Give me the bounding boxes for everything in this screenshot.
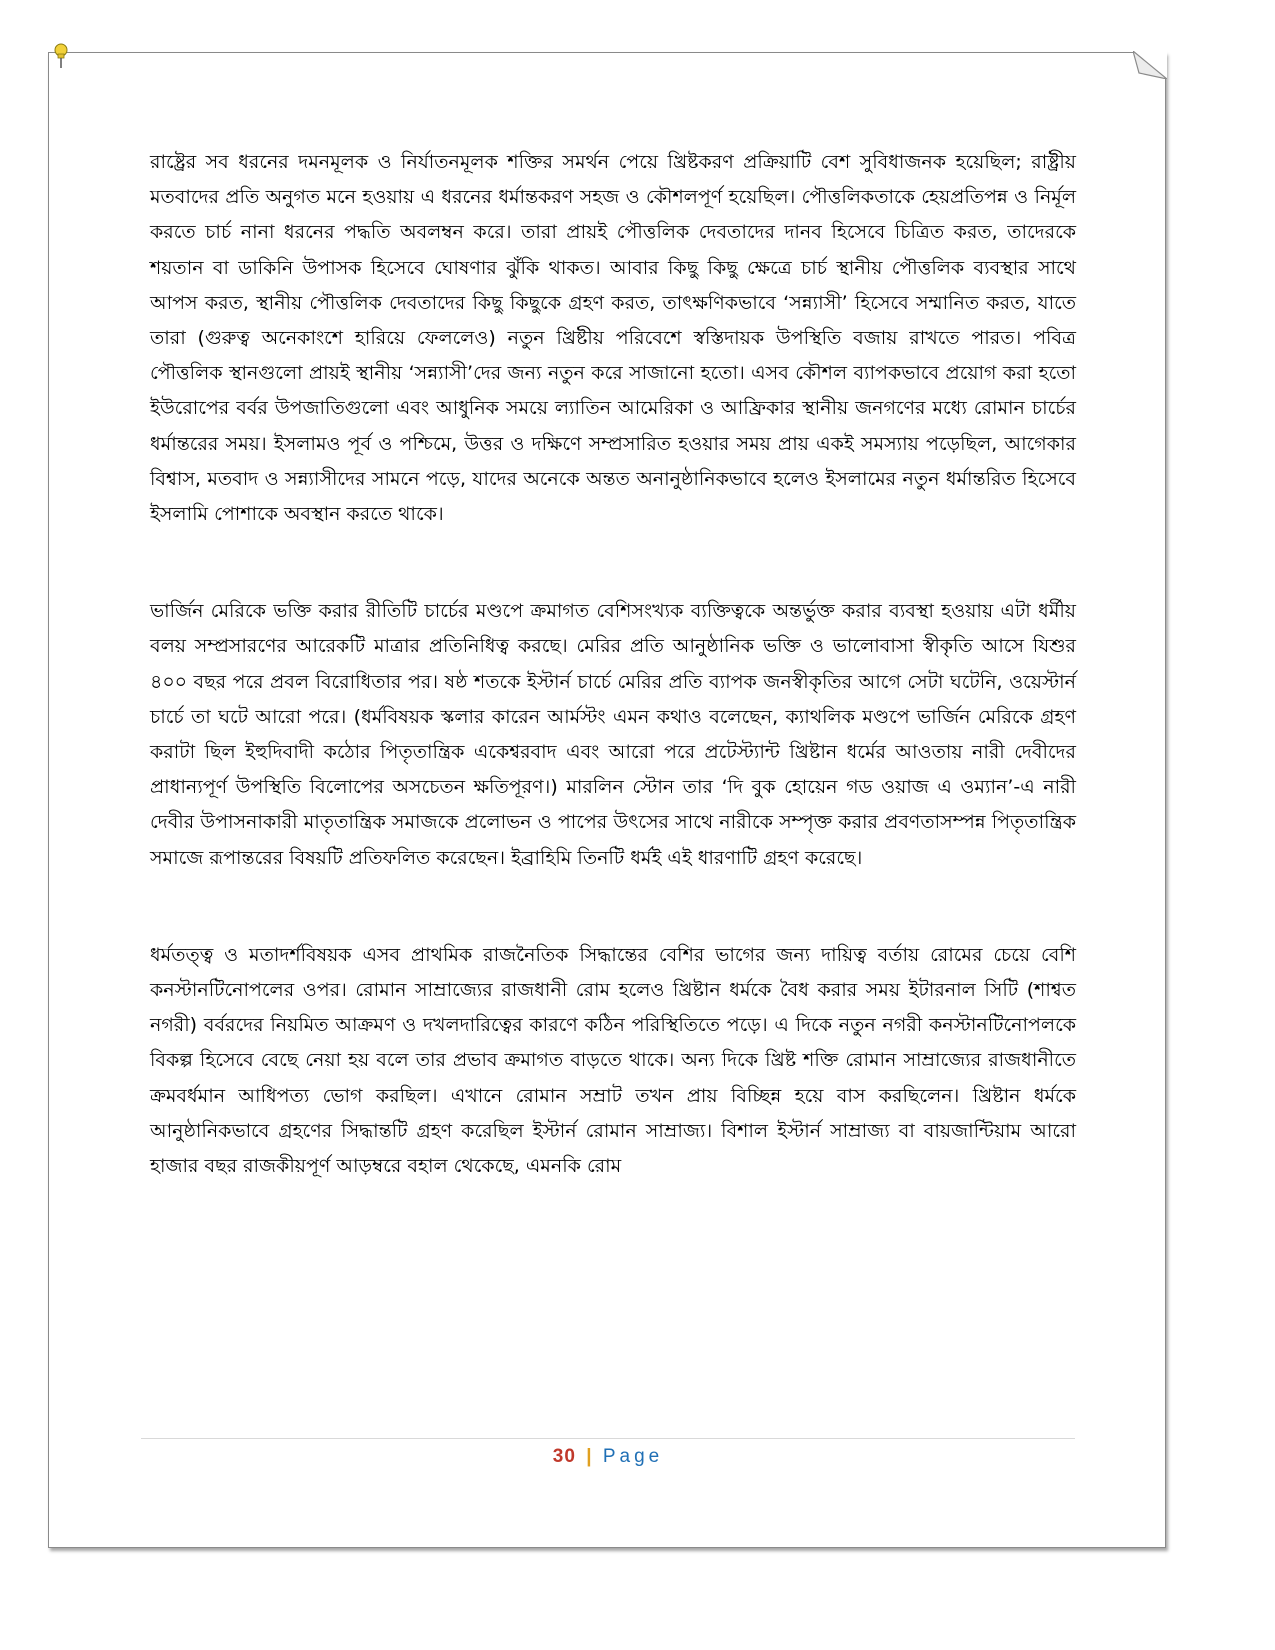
paragraph: ভার্জিন মেরিকে ভক্তি করার রীতিটি চার্চের মণ্ডপে ক্রমাগত বেশিসংখ্যক ব্যক্তিত্বকে অন্তর্ভুক্ত করার ব্যবস্থা হওয়ায় এটা ধর্মীয় বলয় সম্প্রসারণের আরেকটি মাত্রার প্রতিনিধিত্ব করছে। মেরির প্রতি আনুষ্ঠানিক ভক্তি ও ভালোবাসা স্বীকৃতি আসে যিশুর ৪০০ বছর পরে প্রবল বিরোধিতার পর। ষষ্ঠ শতকে ইস্টার্ন চার্চে মেরির প্রতি ব্যাপক জনস্বীকৃতির আগে সেটা ঘটেনি, ওয়েস্টার্ন চার্চে তা ঘটে আরো পরে। (ধর্মবিষয়ক স্কলার কারেন আর্মস্টং এমন কথাও বলেছেন, ক্যাথলিক মণ্ডপে ভার্জিন মেরিকে গ্রহণ করাটা ছিল ইহুদিবাদী কঠোর পিতৃতান্ত্রিক একেশ্বরবাদ এবং আরো পরে প্রটেস্ট্যান্ট খ্রিষ্টান ধর্মের আওতায় নারী দেবীদের প্রাধান্যপূর্ণ উপস্থিতি বিলোপের অসচেতন ক্ষতিপূরণ।) মারলিন স্টোন তার ‘দি বুক হোয়েন গড ওয়াজ এ ওম্যান’-এ নারী দেবীর উপাসনাকারী মাতৃতান্ত্রিক সমাজকে প্রলোভন ও পাপের উৎসের সাথে নারীকে সম্পৃক্ত করার প্রবণতাসম্পন্ন পিতৃতান্ত্রিক সমাজে রূপান্তরের বিষয়টি প্রতিফলিত করেছেন। ইব্রাহিমি তিনটি ধর্মই এই ধারণাটি গ্রহণ করেছে। [150,600,1076,869]
document-body [150,145,1076,1246]
paragraph: রাষ্ট্রের সব ধরনের দমনমূলক ও নির্যাতনমূলক শক্তির সমর্থন পেয়ে খ্রিষ্টকরণ প্রক্রিয়াটি বেশ সুবিধাজনক হয়েছিল; রাষ্ট্রীয় মতবাদের প্রতি অনুগত মনে হওয়ায় এ ধরনের ধর্মান্তকরণ সহজ ও কৌশলপূর্ণ হয়েছিল। পৌত্তলিকতাকে হেয়প্রতিপন্ন ও নির্মূল করতে চার্চ নানা ধরনের পদ্ধতি অবলম্বন করে। তারা প্রায়ই পৌত্তলিক দেবতাদের দানব হিসেবে চিত্রিত করত, তাদেরকে শয়তান বা ডাকিনি উপাসক হিসেবে ঘোষণার ঝুঁকি থাকত। আবার কিছু কিছু ক্ষেত্রে চার্চ স্থানীয় পৌত্তলিক ব্যবস্থার সাথে আপস করত, স্থানীয় পৌত্তলিক দেবতাদের কিছু কিছুকে গ্রহণ করত, তাৎক্ষণিকভাবে ‘সন্ন্যাসী’ হিসেবে সম্মানিত করত, যাতে তারা (গুরুত্ব অনেকাংশে হারিয়ে ফেললেও) নতুন খ্রিষ্টীয় পরিবেশে স্বস্তিদায়ক উপস্থিতি বজায় রাখতে পারত। পবিত্র পৌত্তলিক স্থানগুলো প্রায়ই স্থানীয় ‘সন্ন্যাসী’দের জন্য নতুন করে সাজানো হতো। এসব কৌশল ব্যাপকভাবে প্রয়োগ করা হতো ইউরোপের বর্বর উপজাতিগুলো এবং আধুনিক সময়ে ল্যাতিন আমেরিকা ও আফ্রিকার স্থানীয় জনগণের মধ্যে রোমান চার্চের ধর্মান্তরের সময়। ইসলামও পূর্ব ও পশ্চিমে, উত্তর ও দক্ষিণে সম্প্রসারিত হওয়ার সময় প্রায় একই সমস্যায় পড়েছিল, আগেকার বিশ্বাস, মতবাদ ও সন্ন্যাসীদের সামনে পড়ে, যাদের অনেকে অন্তত অনানুষ্ঠানিকভাবে হলেও ইসলামের নতুন ধর্মান্তরিত হিসেবে ইসলামি পোশাকে অবস্থান করতে থাকে। [150,151,1076,526]
document-page [48,52,1166,1548]
page-number: 30 [552,1446,576,1467]
footer-divider [141,1438,1075,1439]
page-footer [49,1446,1167,1468]
pushpin-icon [53,43,69,69]
page-label: Page [602,1446,664,1467]
footer-separator: | [586,1446,593,1467]
paragraph: ধর্মতত্ত্ব ও মতাদর্শবিষয়ক এসব প্রাথমিক রাজনৈতিক সিদ্ধান্তের বেশির ভাগের জন্য দায়িত্ব বর্তায় রোমের চেয়ে বেশি কনস্টানটিনোপলের ওপর। রোমান সাম্রাজ্যের রাজধানী রোম হলেও খ্রিষ্টান ধর্মকে বৈধ করার সময় ইটারনাল সিটি (শাশ্বত নগরী) বর্বরদের নিয়মিত আক্রমণ ও দখলদারিত্বের কারণে কঠিন পরিস্থিতিতে পড়ে। এ দিকে নতুন নগরী কনস্টানটিনোপলকে বিকল্প হিসেবে বেছে নেয়া হয় বলে তার প্রভাব ক্রমাগত বাড়তে থাকে। অন্য দিকে খ্রিষ্ট শক্তি রোমান সাম্রাজ্যের রাজধানীতে ক্রমবর্ধমান আধিপত্য ভোগ করছিল। এখানে রোমান সম্রাট তখন প্রায় বিচ্ছিন্ন হয়ে বাস করছিলেন। খ্রিষ্টান ধর্মকে আনুষ্ঠানিকভাবে গ্রহণের সিদ্ধান্তটি গ্রহণ করেছিল ইস্টার্ন রোমান সাম্রাজ্য। বিশাল ইস্টার্ন সাম্রাজ্য বা বায়জান্টিয়াম আরো হাজার বছর রাজকীয়পূর্ণ আড়ম্বরে বহাল থেকেছে, এমনকি রোম [150,943,1076,1178]
page-curl-icon [1133,51,1167,79]
